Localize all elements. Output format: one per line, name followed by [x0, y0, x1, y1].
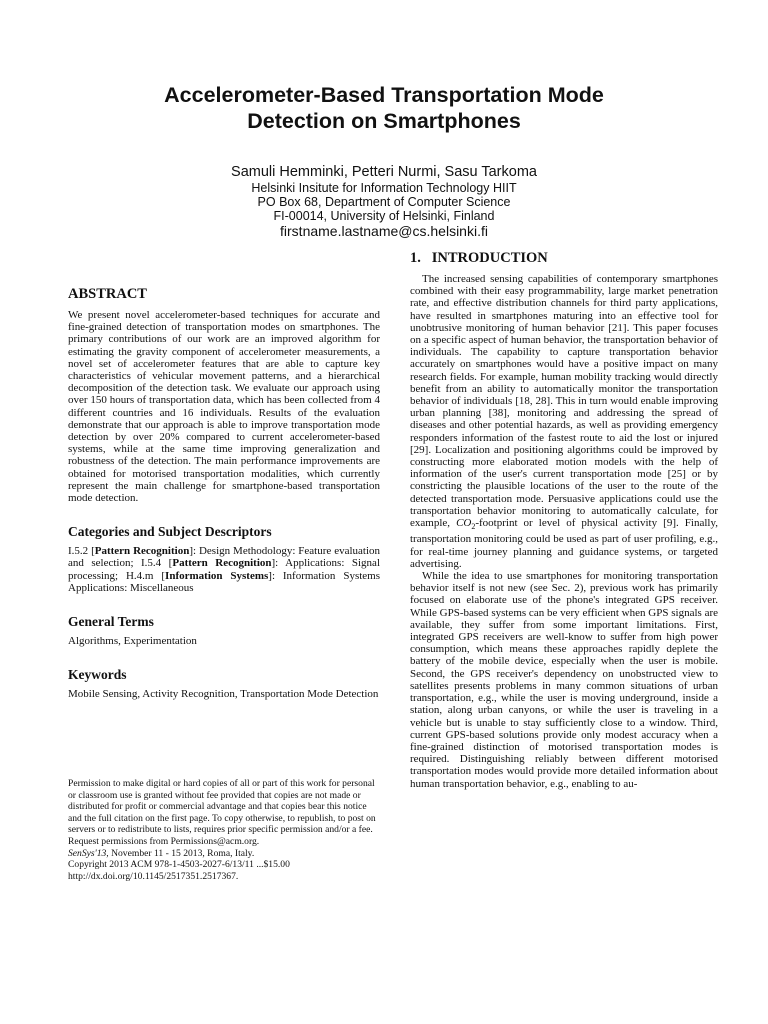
category-bold: Pattern Recognition — [94, 545, 190, 558]
category-bold: Information Systems — [165, 569, 269, 582]
categories-text-part: ]: Information Systems Applications: Miscellaneous — [68, 569, 380, 594]
affiliation-line: PO Box 68, Department of Computer Science — [257, 195, 511, 209]
venue-name: SenSys'13, — [68, 847, 109, 859]
title-line-1: Accelerometer-Based Transportation Mode — [164, 83, 604, 107]
introduction-heading: 1. INTRODUCTION — [410, 250, 548, 266]
venue-details: November 11 - 15 2013, Roma, Italy. — [108, 847, 255, 859]
general-terms-section — [68, 614, 380, 647]
abstract-text: We present novel accelerometer-based techniques for accurate and fine-grained detection of transportation modes on smartphones. The primary contributions of our work are an improved algorithm for estimating the gravity component of accelerometer measurements, a novel set of accelerometer features that are able to capture key characteristics of vehicular movement patterns, and a hierarchical decomposition of the detection task. We evaluate our approach using over 150 hours of transportation data, which has been collected from 4 different countries and 16 individuals. Results of the evaluation demonstrate that our approach is able to improve transportation mode detection by over 20% compared to current accelerometer-based systems, while at the same time improving generalization and robustness of the detection. The main performance improvements are obtained for motorised transportation modalities, which currently represent the main challenge for smartphone-based transportation mode detection. — [68, 309, 380, 505]
abstract-heading: ABSTRACT — [68, 286, 147, 302]
categories-text-part: I.5.2 [ — [68, 545, 95, 558]
general-terms-heading: General Terms — [68, 614, 154, 630]
left-column — [68, 286, 380, 716]
doi-line: http://dx.doi.org/10.1145/2517351.2517367. — [68, 870, 239, 882]
keywords-heading: Keywords — [68, 667, 127, 683]
affiliation-line: Helsinki Insitute for Information Technology HIIT — [251, 181, 517, 195]
permission-text: Permission to make digital or hard copies of all or part of this work for personal or classroom use is granted without fee provided that copies are not made or distributed for profit or commercial advantage and that copies bear this notice and the full citation on the first page. To copy otherwise, to republish, to post on servers or to redistribute to lists, requires prior specific permission and/or a fee. Request permissions from Permissions@acm.org. — [68, 778, 376, 847]
intro-paragraph-2: While the idea to use smartphones for monitoring transportation behavior itself is not new (see Sec. 2), previous work has primarily focused on elaborate use of the phone's integrated GPS receiver. While GPS-based systems can be very efficient when GPS signals are available, they suffer from some important limitations. First, integrated GPS receivers are well-know to suffer from high power consumption, which means these approaches rapidly deplete the battery of the mobile device, especially when the user is mobile. Second, the GPS receiver's dependency on unobstructed view to satellites presents problems in many common situations of urban transportation, e.g., while the user is moving underground, inside a station, along urban canyons, or while the user is traveling in a vehicle but is unable to stay sufficiently close to a window. Third, current GPS-based solutions provide only modest accuracy when a fine-grained distinction of motorised transportation modes is required. Distinguishing reliably between different motorised transportation modes would provide more detailed information about human transportation behavior, e.g., enabling to au- — [410, 570, 718, 790]
intro-paragraph-1 — [410, 273, 718, 570]
paper-title — [60, 82, 708, 134]
category-bold: Pattern Recognition — [172, 557, 272, 570]
intro-text-part: -footprint or level of physical activity [9]. Finally, transportation monitoring could be used as part of user profiling, e.g., for real-time journey planning and guidance systems, or targeted advertising. — [410, 517, 718, 570]
copyright-line: Copyright 2013 ACM 978-1-4503-2027-6/13/11 ...$15.00 — [68, 859, 290, 871]
permission-block — [68, 778, 380, 882]
author-block — [100, 164, 668, 239]
categories-text — [68, 545, 380, 594]
affiliation-line: FI-00014, University of Helsinki, Finland — [273, 209, 495, 223]
categories-heading: Categories and Subject Descriptors — [68, 524, 272, 540]
keywords-section — [68, 667, 380, 700]
right-column — [410, 250, 718, 790]
categories-text-part: ]: Design Methodology: Feature evaluation and selection; I.5.4 [ — [68, 545, 381, 570]
author-names: Samuli Hemminki, Petteri Nurmi, Sasu Tarkoma — [231, 164, 537, 180]
title-line-2: Detection on Smartphones — [247, 109, 521, 133]
co2-symbol: CO — [456, 517, 472, 530]
co2-subscript: 2 — [471, 522, 476, 532]
keywords-text: Mobile Sensing, Activity Recognition, Transportation Mode Detection — [68, 688, 379, 701]
categories-text-part: ]: Applications: Signal processing; H.4.m [ — [68, 557, 380, 582]
abstract-section — [68, 286, 380, 504]
venue-line — [68, 848, 380, 860]
author-email: firstname.lastname@cs.helsinki.fi — [280, 223, 488, 239]
general-terms-text: Algorithms, Experimentation — [68, 635, 197, 648]
intro-text-part: The increased sensing capabilities of contemporary smartphones combined with their easy programmability, large market penetration rate, and effective distribution channels for third party applications, have resulted in smartphones maturing into an effective tool for unobtrusive monitoring of human behavior [21]. This paper focuses on a specific aspect of human behavior, the transportation behavior of individuals. The capability to capture transportation behavior accurately on smartphones would have a positive impact on many research fields. For example, human mobility tracking would directly benefit from an ability to automatically monitor the transportation behavior of individuals [18, 28]. This in turn would enable improving urban planning [38], monitoring and addressing the spread of diseases and other potential hazards, as well as providing emergency responders information of the fastest route to aid the lost or injured [29]. Localization and positioning algorithms could be improved by constructing more elaborated motion models with the help of information of the user's current transportation mode [25] or by constricting the plausible locations of the user to the route of the detected transportation mode. Persuasive applications could use the transportation behavior monitoring to automatically calculate, for example, — [410, 273, 718, 530]
categories-section — [68, 524, 380, 594]
